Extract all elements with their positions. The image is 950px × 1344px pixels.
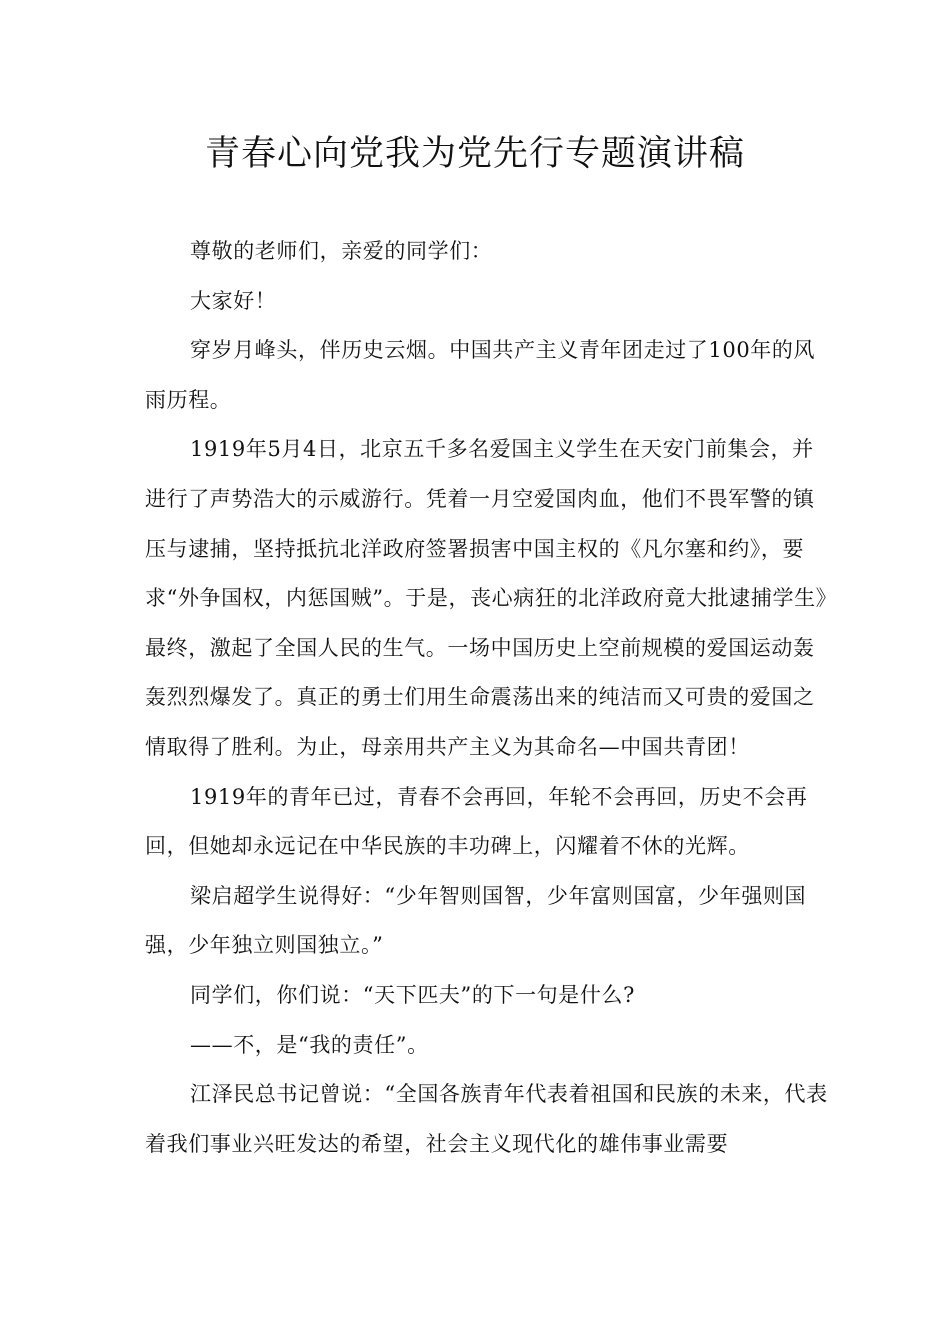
paragraph-question: 同学们，你们说：“天下匹夫”的下一句是什么? [190,982,635,1007]
document-title: 青春心向党我为党先行专题演讲稿 [204,134,745,174]
paragraph-history: 1919年5月4日，北京五千多名爱国主义学生在天安门前集会，并进行了声势浩大的示威游行。凭着一月空爱国肉血，他们不畏军警的镇压与逮捕，坚持抵抗北洋政府签署损害中国主权的《凡尔塞和约》，要求“外争国权，内惩国贼”。于是，丧心病狂的北洋政府竟大批逮捕学生》最终，激起了全国人民的生气。一场中国历史上空前规模的爱国运动轰轰烈烈爆发了。真正的勇士们用生命震荡出来的纯洁而又可贵的爱国之情取得了胜利。为止，母亲用共产主义为其命名—中国共青团！ [145,437,827,759]
paragraph-intro: 穿岁月峰头，伴历史云烟。中国共产主义青年团走过了100年的风雨历程。 [145,338,816,412]
document-body [145,227,835,1169]
paragraph-liang-qichao-quote: 梁启超学生说得好：“少年智则国智，少年富则国富，少年强则国强，少年独立则国独立。” [145,883,807,958]
paragraph-jiang-zemin-quote: 江泽民总书记曾说：“全国各族青年代表着祖国和民族的未来，代表着我们事业兴旺发达的希望，社会主义现代化的雄伟事业需要 [145,1082,828,1156]
paragraph-salutation: 尊敬的老师们，亲爱的同学们： [190,239,493,263]
paragraph-1919-youth: 1919年的青年已过，青春不会再回，年轮不会再回，历史不会再回，但她却永远记在中华民族的丰功碑上，闪耀着不休的光辉。 [145,784,808,859]
paragraph-answer: ——不，是“我的责任”。 [190,1032,429,1057]
paragraph-greeting: 大家好！ [190,288,277,313]
